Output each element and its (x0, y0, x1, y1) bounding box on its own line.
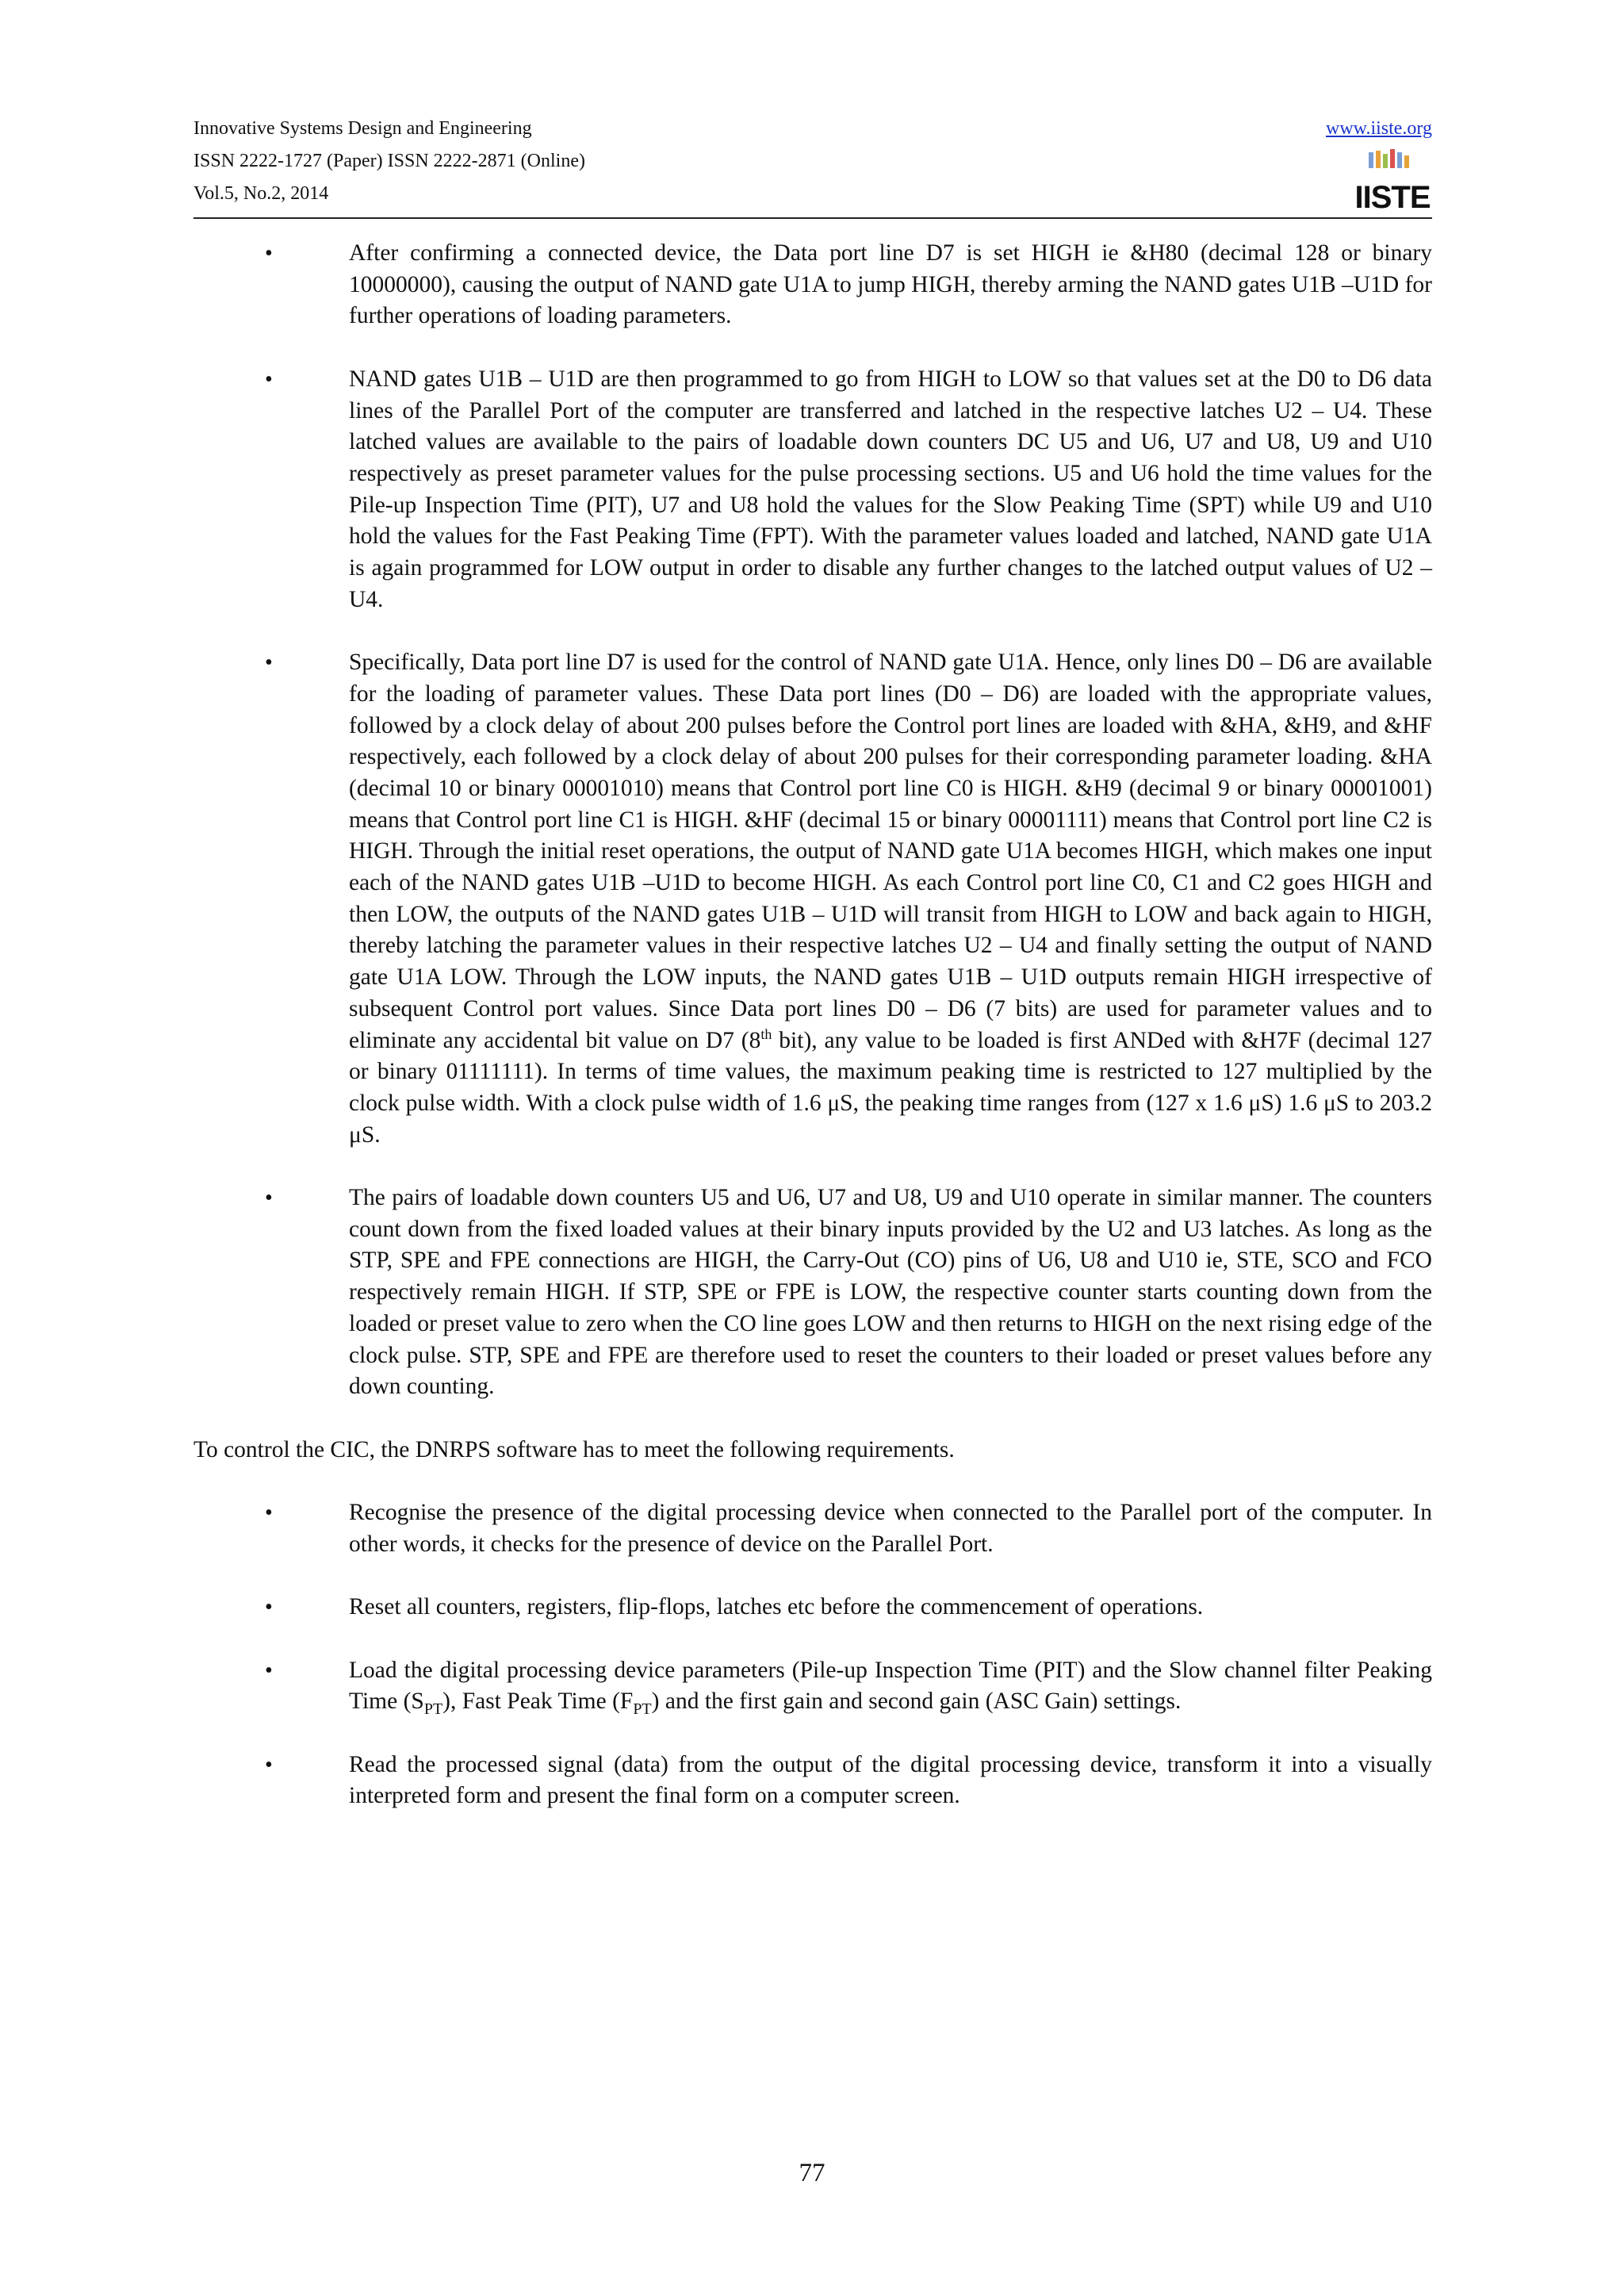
requirement-text: Recognise the presence of the digital processing device when connected to the Parallel port of the computer. In other words, it checks for the presence of device on the Parallel Port. (349, 1500, 1432, 1557)
superscript: th (760, 1025, 772, 1042)
iiste-logo-icon (1354, 148, 1431, 215)
bullet-marker: • (265, 1186, 273, 1211)
journal-url-link[interactable]: www.iiste.org (1326, 118, 1432, 139)
journal-issn: ISSN 2222-1727 (Paper) ISSN 2222-2871 (Online) (193, 151, 585, 171)
journal-title: Innovative Systems Design and Engineering (193, 118, 532, 139)
subscript: PT (423, 1700, 443, 1719)
requirement-item (193, 1750, 1432, 1812)
bullet-marker: • (265, 1658, 273, 1683)
bullet-marker: • (265, 241, 273, 266)
svg-text:IISTE: IISTE (1354, 180, 1431, 215)
list-item (193, 1182, 1432, 1403)
list-item-text: After confirming a connected device, the Data port line D7 is set HIGH ie &H80 (decimal 128 or binary 10000000), causing the output of NAND gate U1A to jump HIGH, thereby arming the NAND gates U1B –U1D for further operations of loading parameters. (349, 240, 1432, 329)
requirement-text: Read the processed signal (data) from the output of the digital processing device, transform it into a visually interpreted form and present the final form on a computer screen. (349, 1751, 1432, 1809)
list-item-text: The pairs of loadable down counters U5 and U6, U7 and U8, U9 and U10 operate in similar manner. The counters count down from the fixed loaded values at their binary inputs provided by the U2 and U3 latches. As long as the STP, SPE and FPE connections are HIGH, the Carry-Out (CO) pins of U6, U8 and U10 ie, STE, SCO and FCO respectively remain HIGH. If STP, SPE or FPE is LOW, the respective counter starts counting down from the loaded or preset value to zero when the CO line goes LOW and then returns to HIGH on the next rising edge of the clock pulse. STP, SPE and FPE are therefore used to reset the counters to their loaded or preset values before any down counting. (349, 1185, 1432, 1400)
journal-info (193, 113, 585, 210)
bullet-marker: • (265, 1501, 273, 1526)
requirement-item (193, 1592, 1432, 1623)
subscript: PT (633, 1700, 652, 1719)
body-paragraph: To control the CIC, the DNRPS software has to meet the following requirements. (193, 1436, 955, 1462)
list-item-text: NAND gates U1B – U1D are then programmed to go from HIGH to LOW so that values set at the D0 to D6 data lines of the Parallel Port of the computer are transferred and latched in the respective latches U2 – U4. These latched values are available to the pairs of loadable down counters DC U5 and U6, U7 and U8, U9 and U10 respectively as preset parameter values for the pulse processing sections. U5 and U6 hold the time values for the Pile-up Inspection Time (PIT), U7 and U8 hold the values for the Slow Peaking Time (SPT) while U9 and U10 hold the values for the Fast Peaking Time (FPT). With the parameter values loaded and latched, NAND gate U1A is again programmed for LOW output in order to disable any further changes to the latched output values of U2 – U4. (349, 366, 1432, 612)
page-body (193, 238, 1432, 1844)
journal-volume: Vol.5, No.2, 2014 (193, 183, 329, 204)
bullet-marker: • (265, 366, 273, 392)
page-header (193, 113, 1432, 219)
bullet-marker: • (265, 1595, 273, 1620)
bullet-marker: • (265, 1752, 273, 1777)
requirement-text: Load the digital processing device parameters (Pile-up Inspection Time (PIT) and the Slow channel filter Peaking Time (S (349, 1657, 1432, 1715)
list-item (193, 647, 1432, 1151)
requirement-item (193, 1497, 1432, 1560)
requirement-item (193, 1655, 1432, 1718)
list-item-text: Specifically, Data port line D7 is used for the control of NAND gate U1A. Hence, only lines D0 – D6 are available for the loading of parameter values. These Data port lines (D0 – D6) are loaded with the appropriate values, followed by a clock delay of about 200 pulses before the Control port lines are loaded with &HA, &H9, and &HF respectively, each followed by a clock delay of about 200 pulses for their corresponding parameter loading. &HA (decimal 10 or binary 00001010) means that Control port line C0 is HIGH. &H9 (decimal 9 or binary 00001001) means that Control port line C1 is HIGH. &HF (decimal 15 or binary 00001111) means that Control port line C2 is HIGH. Through the initial reset operations, the output of NAND gate U1A becomes HIGH, which makes one input each of the NAND gates U1B –U1D to become HIGH. As each Control port line C0, C1 and C2 goes HIGH and then LOW, the outputs of the NAND gates U1B – U1D will transit from HIGH to LOW and back again to HIGH, thereby latching the parameter values in their respective latches U2 – U4 and finally setting the output of NAND gate U1A LOW. Through the LOW inputs, the NAND gates U1B – U1D outputs remain HIGH irrespective of subsequent Control port values. Since Data port lines D0 – D6 (7 bits) are used for parameter values and to eliminate any accidental bit value on D7 (8 (349, 650, 1432, 1053)
requirement-text-end: ) and the first gain and second gain (ASC Gain) settings. (651, 1688, 1182, 1715)
list-item-text-continued: bit), any value to be loaded is first ANDed with &H7F (decimal 127 or binary 01111111). In terms of time values, the maximum peaking time is restricted to 127 multiplied by the clock pulse width. With a clock pulse width of 1.6 μS, the peaking time ranges from (127 x 1.6 μS) 1.6 μS to 203.2 μS. (349, 1027, 1432, 1148)
list-item (193, 238, 1432, 332)
page-number: 77 (799, 2159, 825, 2187)
requirement-text: Reset all counters, registers, flip-flops, latches etc before the commencement of operations. (349, 1594, 1204, 1620)
list-item (193, 364, 1432, 616)
requirement-text-continued: ), Fast Peak Time (F (442, 1688, 634, 1715)
bullet-marker: • (265, 650, 273, 676)
